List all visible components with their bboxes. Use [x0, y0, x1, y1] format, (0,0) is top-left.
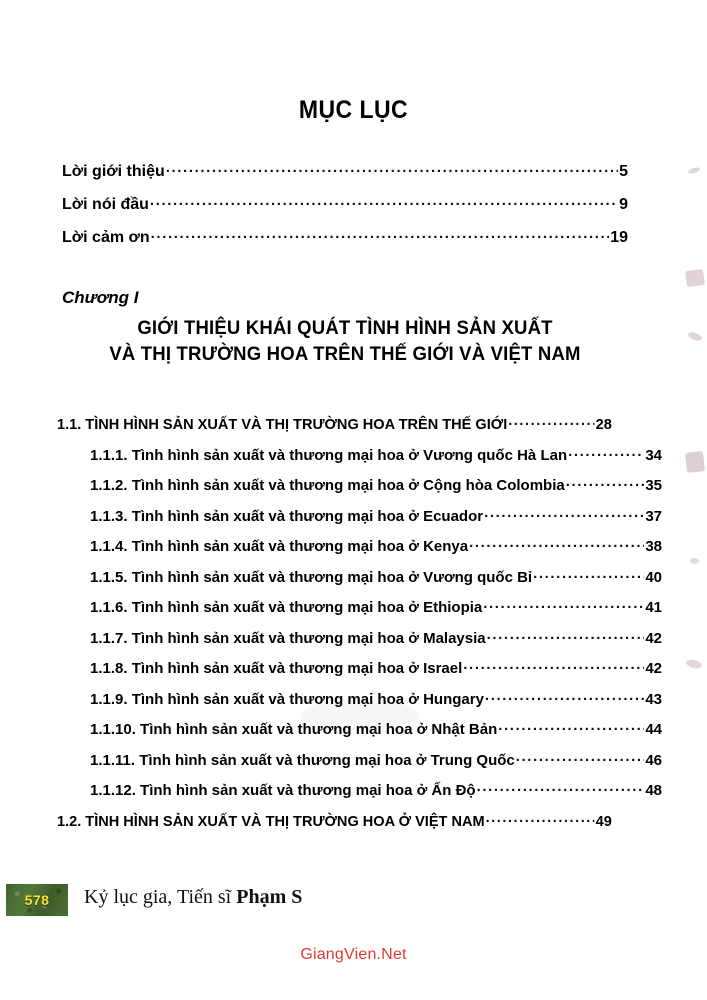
toc-entry-label: Lời cảm ơn — [62, 229, 150, 246]
toc-entry-page-number: 37 — [645, 507, 662, 525]
toc-entry[interactable] — [57, 597, 662, 616]
toc-leader-dots — [498, 719, 644, 734]
toc-entry[interactable] — [57, 628, 662, 647]
toc-entry-label: 1.1.2. Tình hình sản xuất và thương mại hoa ở Cộng hòa Colombia — [90, 477, 565, 494]
toc-entry-page-number: 48 — [645, 782, 662, 799]
toc-entry[interactable] — [57, 506, 662, 525]
toc-entry-page-number: 40 — [645, 568, 662, 586]
toc-entry-page-number: 34 — [645, 446, 662, 464]
toc-entry[interactable] — [57, 567, 662, 586]
toc-entry[interactable] — [57, 719, 662, 738]
toc-entry-label: 1.2. TÌNH HÌNH SẢN XUẤT VÀ THỊ TRƯỜNG HOA Ở VIỆT NAM — [57, 812, 485, 830]
toc-entry-label: 1.1.10. Tình hình sản xuất và thương mại hoa ở Nhật Bản — [90, 721, 498, 738]
toc-entry-label: 1.1.6. Tình hình sản xuất và thương mại hoa ở Ethiopia — [90, 599, 483, 616]
toc-entry-page-number: 43 — [645, 690, 662, 708]
scan-artifact — [690, 558, 699, 564]
page-number-badge — [6, 884, 68, 916]
toc-leader-dots — [477, 780, 645, 795]
toc-entry-label: 1.1.7. Tình hình sản xuất và thương mại hoa ở Malaysia — [90, 629, 486, 647]
toc-entry-page-number: 42 — [645, 629, 662, 647]
toc-entry-label: 1.1.4. Tình hình sản xuất và thương mại hoa ở Kenya — [90, 538, 469, 555]
toc-entry[interactable] — [57, 658, 662, 677]
scan-artifact — [685, 451, 705, 473]
toc-entry-page-number: 41 — [645, 599, 662, 616]
footer-author-prefix: Kỷ lục gia, Tiến sĩ — [84, 886, 237, 908]
toc-leader-dots — [150, 193, 618, 209]
toc-leader-dots — [487, 628, 645, 643]
toc-leader-dots — [151, 226, 610, 242]
toc-entry-page-number: 19 — [610, 229, 628, 246]
toc-entry[interactable] — [57, 811, 612, 830]
toc-leader-dots — [568, 445, 644, 460]
toc-entry-label: 1.1. TÌNH HÌNH SẢN XUẤT VÀ THỊ TRƯỜNG HOA TRÊN THẾ GIỚI — [57, 416, 508, 433]
toc-leader-dots — [516, 750, 645, 765]
footer-author-name: Phạm S — [236, 886, 303, 908]
toc-entry[interactable] — [57, 750, 662, 769]
scan-artifact — [688, 166, 701, 174]
toc-entry[interactable] — [57, 536, 662, 555]
toc-leader-dots — [469, 536, 644, 551]
front-matter-list — [62, 160, 628, 259]
toc-leader-dots — [483, 597, 644, 612]
watermark: GiangVien.Net — [300, 946, 407, 963]
toc-entry-label: 1.1.3. Tình hình sản xuất và thương mại hoa ở Ecuador — [90, 507, 484, 525]
toc-leader-dots — [166, 160, 618, 176]
toc-entry[interactable] — [57, 475, 662, 494]
toc-leader-dots — [486, 811, 595, 826]
toc-entry[interactable] — [62, 193, 628, 214]
scan-artifact — [687, 331, 703, 342]
toc-leader-dots — [508, 414, 594, 429]
toc-entry-page-number: 44 — [645, 721, 662, 738]
toc-entry-label: 1.1.1. Tình hình sản xuất và thương mại hoa ở Vương quốc Hà Lan — [90, 446, 568, 464]
toc-entry-page-number: 35 — [645, 477, 662, 494]
toc-entry-label: 1.1.9. Tình hình sản xuất và thương mại hoa ở Hungary — [90, 690, 484, 708]
toc-entry-label: 1.1.11. Tình hình sản xuất và thương mại hoa ở Trung Quốc — [90, 751, 515, 769]
page-footer — [0, 884, 707, 924]
toc-entry-label: 1.1.5. Tình hình sản xuất và thương mại hoa ở Vương quốc Bỉ — [90, 568, 533, 586]
toc-entry-page-number: 38 — [645, 538, 662, 555]
scan-artifact — [685, 658, 702, 670]
toc-leader-dots — [484, 506, 644, 521]
toc-entry-page-number: 42 — [645, 660, 662, 677]
toc-entry[interactable] — [57, 414, 612, 433]
toc-leader-dots — [566, 475, 645, 490]
toc-entry-page-number: 9 — [619, 196, 628, 213]
toc-entry-page-number: 49 — [595, 812, 612, 830]
toc-leader-dots — [463, 658, 644, 673]
scan-artifact — [685, 269, 705, 287]
toc-entry[interactable] — [57, 780, 662, 799]
toc-leader-dots — [533, 567, 644, 582]
page-title: MỤC LỤC — [298, 96, 409, 124]
chapter-title-line-1: GIỚI THIỆU KHÁI QUÁT TÌNH HÌNH SẢN XUẤT — [137, 317, 553, 339]
toc-leader-dots — [485, 689, 644, 704]
toc-entry[interactable] — [57, 689, 662, 708]
toc-entry-label: 1.1.12. Tình hình sản xuất và thương mại hoa ở Ấn Độ — [90, 782, 476, 799]
section-list — [57, 414, 662, 841]
footer-author — [84, 886, 302, 909]
toc-entry-page-number: 46 — [645, 751, 662, 769]
chapter-label: Chương I — [62, 288, 139, 307]
toc-entry[interactable] — [62, 226, 628, 247]
toc-entry-label: Lời giới thiệu — [62, 163, 165, 180]
chapter-title — [76, 316, 614, 367]
toc-entry[interactable] — [62, 160, 628, 181]
page-number-label: 578 — [24, 892, 50, 908]
chapter-title-line-2: VÀ THỊ TRƯỜNG HOA TRÊN THẾ GIỚI VÀ VIỆT NAM — [109, 342, 581, 365]
toc-entry-label: 1.1.8. Tình hình sản xuất và thương mại hoa ở Israel — [90, 660, 463, 677]
toc-entry-page-number: 5 — [619, 163, 628, 180]
toc-entry-label: Lời nói đầu — [62, 196, 149, 213]
toc-entry[interactable] — [57, 445, 662, 464]
toc-entry-page-number: 28 — [595, 416, 612, 433]
